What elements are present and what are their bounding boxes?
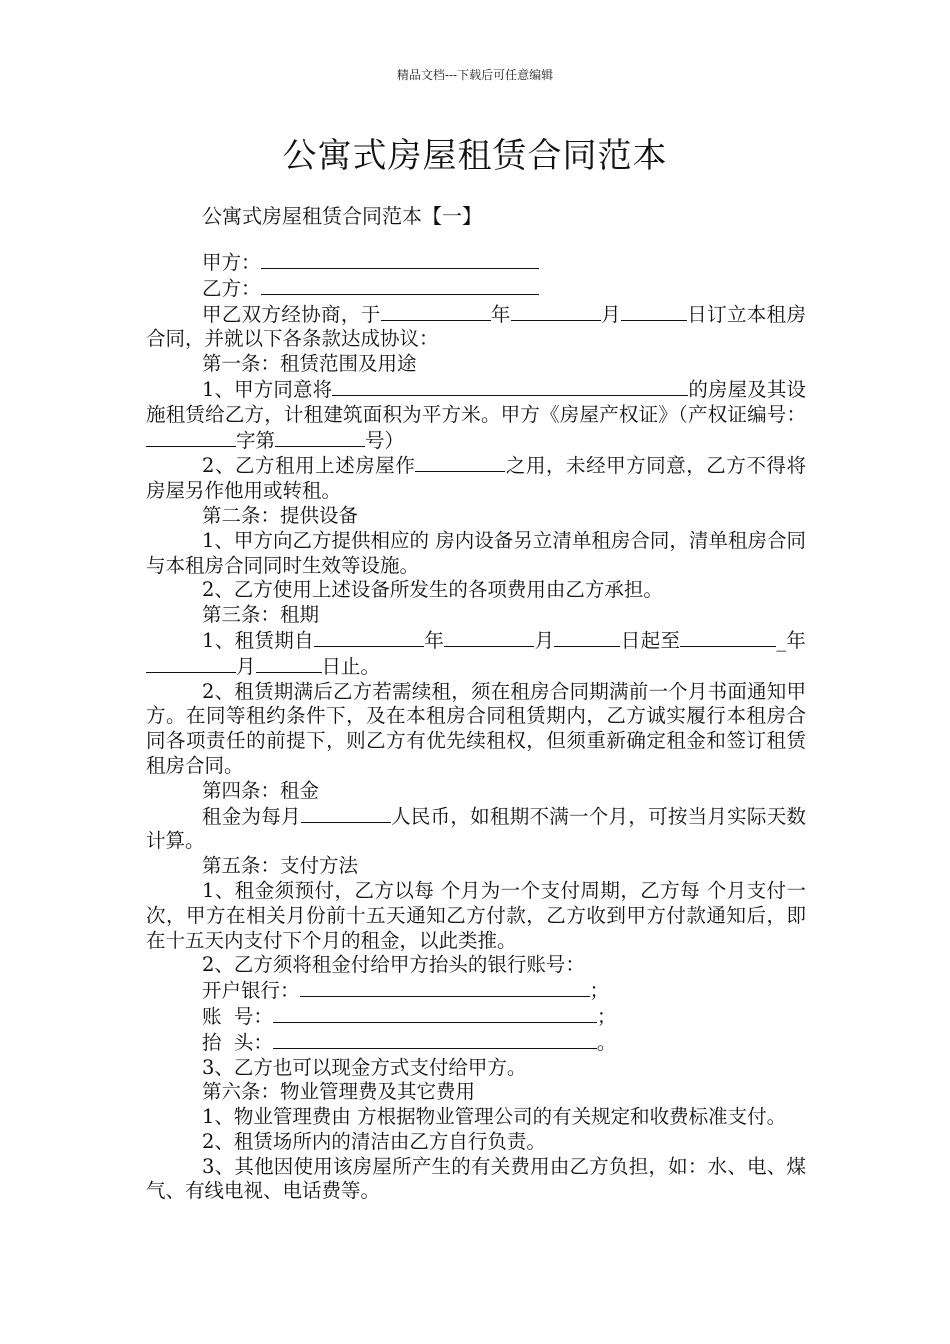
article-2-clause-2: 2、乙方使用上述设备所发生的各项费用由乙方承担。 [202,578,663,602]
article-2-clause-1: 1、甲方向乙方提供相应的 房内设备另立清单租房合同，清单租房合同与本租房合同同时生效等设施。 [146,528,806,577]
article-5-clause-2: 2、乙方须将租金付给甲方抬头的银行账号： [202,953,585,977]
article-3-heading: 第三条：租期 [202,603,320,627]
article-6-clause-1: 1、物业管理费由 方根据物业管理公司的有关规定和收费标准支付。 [202,1105,787,1129]
page-header: 精品文档---下载后可任意编辑 [396,68,554,82]
party-b-line: 乙方： [146,276,806,302]
article-6-heading: 第六条：物业管理费及其它费用 [202,1080,476,1104]
article-4-clause-1: 租金为每月 人民币，如租期不满一个月，可按当月实际天数计算。 [146,804,806,853]
article-6-clause-2: 2、租赁场所内的清洁由乙方自行负责。 [202,1129,546,1153]
article-3-clause-1: 1、租赁期自 年 月 日起至 _年月 日止。 [146,628,806,680]
article-6-clause-3: 3、其他因使用该房屋所产生的有关费用由乙方负担，如：水、电、煤气、有线电视、电话费等。 [146,1154,806,1203]
article-2-heading: 第二条：提供设备 [202,503,359,527]
payee-line: 抬 头： 。 [202,1030,617,1054]
blank-field [261,276,539,295]
article-1-clause-2: 2、乙方租用上述房屋作 之用，未经甲方同意，乙方不得将房屋另作他用或转租。 [146,454,806,503]
contract-body [146,250,806,1204]
party-a-line: 甲方： [146,250,806,276]
article-1-heading: 第一条：租赁范围及用途 [202,352,417,376]
blank-field [261,250,539,269]
intro-paragraph: 甲乙双方经协商，于 年 月 日订立本租房合同，并就以下各条款达成协议： [146,302,806,351]
article-5-clause-1: 1、租金须预付，乙方以每 个月为一个支付周期，乙方每 个月支付一次，甲方在相关月份前十五天通知乙方付款，乙方收到甲方付款通知后，即在十五天内支付下个月的租金，以此类推。 [146,878,806,952]
article-5-clause-3: 3、乙方也可以现金方式支付给甲方。 [202,1055,527,1079]
account-line: 账 号： ； [202,1004,617,1028]
bank-line: 开户银行： ； [202,979,610,1003]
document-title: 公寓式房屋租赁合同范本 [282,136,668,176]
article-3-clause-2: 2、租赁期满后乙方若需续租，须在租房合同期满前一个月书面通知甲方。在同等租约条件下，及在本租房合同租赁期内，乙方诚实履行本租房合同各项责任的前提下，则乙方有优先续租权，但须重新确定租金和签订租赁租房合同。 [146,679,806,777]
article-4-heading: 第四条：租金 [202,778,320,802]
article-5-heading: 第五条：支付方法 [202,854,359,878]
article-1-clause-1: 1、甲方同意将 的房屋及其设施租赁给乙方，计租建筑面积为平方米。甲方《房屋产权证》（产权证编号：字第 号） [146,377,806,452]
document-subtitle: 公寓式房屋租赁合同范本【一】 [202,204,482,228]
